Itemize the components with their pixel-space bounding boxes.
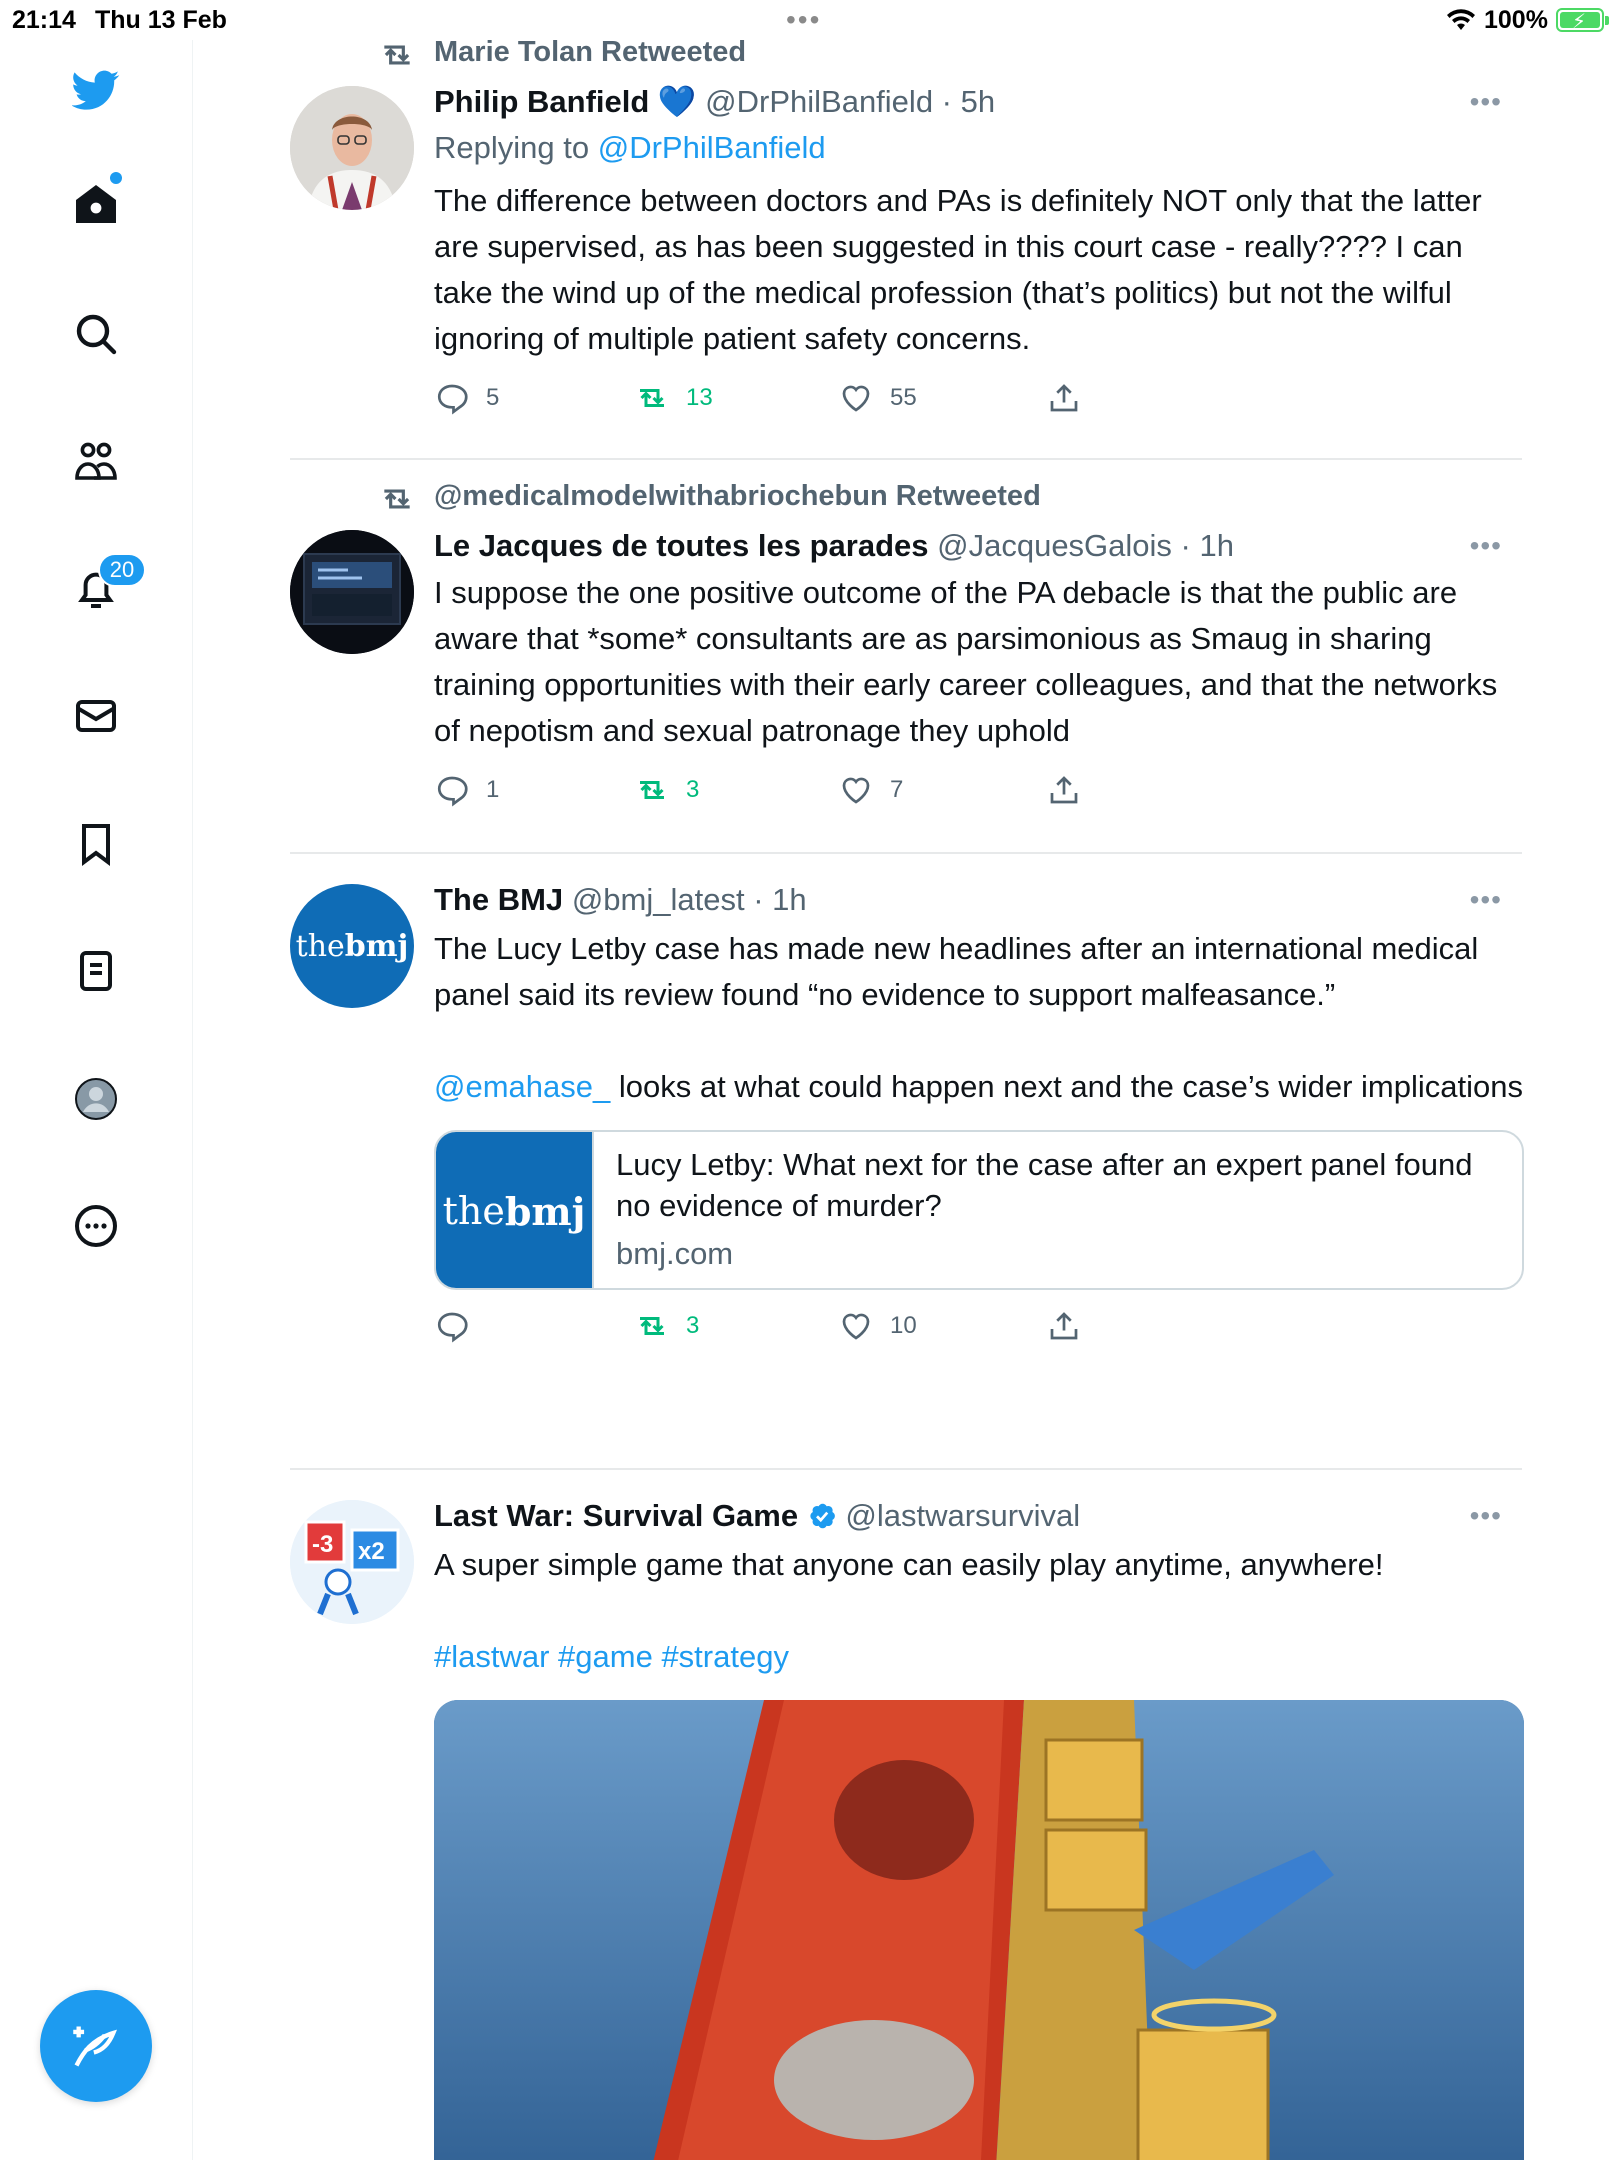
card-thumbnail <box>436 1132 594 1290</box>
tweet-text: I suppose the one positive outcome of the PA debacle is that the public are aware that *some* consultants are as parsimonious as Smaug in sharing training opportunities with their early career colleagues, and that the networks of nepotism and sexual patronage they uphold <box>434 575 1506 748</box>
battery-percent: 100% <box>1484 6 1548 34</box>
tweet-text: A super simple game that anyone can easily play anytime, anywhere! <box>434 1547 1384 1582</box>
retweet-count: 3 <box>686 1312 700 1339</box>
multitasking-dots-icon[interactable]: ••• <box>786 4 822 35</box>
reply-count: 5 <box>486 384 500 411</box>
retweet-icon <box>634 1308 670 1344</box>
bmj-logo-light: the <box>295 928 345 964</box>
tweet[interactable] <box>290 1470 1522 2160</box>
communities-icon <box>72 438 120 486</box>
avatar-badge-minus: -3 <box>312 1531 334 1558</box>
avatar[interactable] <box>290 86 414 210</box>
tweet-text: The difference between doctors and PAs is definitely NOT only that the latter are supervised, as has been suggested in this court case - really???? I can take the wind up of the medical profession (that’s politics) but not the wilful ignoring of multiple patient safety concerns. <box>434 183 1491 356</box>
retweet-context-text: Marie Tolan Retweeted <box>434 36 747 68</box>
tweet-actions <box>434 772 1524 832</box>
share-icon <box>1046 380 1082 416</box>
twitter-logo-icon[interactable] <box>52 46 140 134</box>
reply-button[interactable] <box>434 772 499 808</box>
tweet[interactable] <box>290 854 1522 1468</box>
retweet-icon <box>634 380 670 416</box>
sidebar-nav <box>0 40 193 2160</box>
like-button[interactable] <box>838 1308 917 1344</box>
retweet-button[interactable] <box>634 380 713 416</box>
reply-icon <box>434 772 470 808</box>
card-title: Lucy Letby: What next for the case after an expert panel found no evidence of murder? <box>616 1147 1473 1223</box>
user-handle[interactable]: @bmj_latest <box>571 882 745 917</box>
user-handle[interactable]: @JacquesGalois <box>937 528 1172 563</box>
share-button[interactable] <box>1046 772 1082 808</box>
person-photo <box>290 86 414 210</box>
retweet-icon <box>378 480 416 518</box>
share-button[interactable] <box>1046 380 1082 416</box>
profile-avatar-icon <box>72 1075 120 1123</box>
avatar[interactable] <box>290 1500 414 1624</box>
game-scene-image <box>434 1700 1524 2160</box>
tweet-actions <box>434 380 1524 440</box>
like-button[interactable] <box>838 380 917 416</box>
bmj-logo-light: the <box>442 1189 505 1233</box>
more-options-icon[interactable]: ••• <box>1469 530 1502 561</box>
avatar-screen-image <box>290 530 414 654</box>
sidebar-item-communities[interactable] <box>52 418 140 506</box>
retweet-count: 13 <box>686 384 713 411</box>
bmj-logo-bold: bmj <box>504 1188 586 1234</box>
bmj-logo-bold: bmj <box>344 928 409 964</box>
tweet-time[interactable]: 5h <box>960 84 996 119</box>
game-avatar-image <box>290 1500 414 1624</box>
retweet-count: 3 <box>686 776 700 803</box>
tweet-time[interactable]: 1h <box>1199 528 1234 563</box>
sidebar-item-bookmarks[interactable] <box>52 800 140 888</box>
dot-separator: · <box>1171 528 1200 563</box>
avatar[interactable] <box>290 530 414 654</box>
tweet-actions <box>434 1308 1524 1368</box>
status-time: 21:14 <box>12 6 76 34</box>
retweet-icon <box>634 772 670 808</box>
retweet-context <box>290 30 1522 80</box>
avatar-badge-times: x2 <box>358 1538 385 1565</box>
more-options-icon[interactable]: ••• <box>1469 1500 1502 1531</box>
display-name[interactable]: Last War: Survival Game <box>434 1498 799 1533</box>
like-count: 55 <box>890 384 917 411</box>
compose-feather-icon <box>70 2020 122 2072</box>
sidebar-item-lists[interactable] <box>52 927 140 1015</box>
replying-to-link[interactable]: @DrPhilBanfield <box>597 130 826 165</box>
reply-icon <box>434 1308 470 1344</box>
sidebar-item-more[interactable] <box>52 1182 140 1270</box>
share-button[interactable] <box>1046 1308 1082 1344</box>
status-date: Thu 13 Feb <box>95 6 227 34</box>
user-handle[interactable]: @lastwarsurvival <box>845 1498 1081 1533</box>
retweet-context <box>290 474 1522 524</box>
card-domain: bmj.com <box>616 1236 734 1271</box>
tweet-text-continued <box>434 1064 1524 1110</box>
more-options-icon[interactable]: ••• <box>1469 86 1502 117</box>
share-icon <box>1046 772 1082 808</box>
reply-button[interactable] <box>434 380 499 416</box>
heart-icon <box>838 772 874 808</box>
link-card[interactable] <box>434 1130 1524 1290</box>
wifi-icon <box>1446 8 1476 32</box>
retweet-button[interactable] <box>634 772 699 808</box>
bird-icon <box>72 66 120 114</box>
sidebar-item-messages[interactable] <box>52 672 140 760</box>
sidebar-item-profile[interactable] <box>52 1055 140 1143</box>
retweet-icon <box>378 36 416 74</box>
tweet-text-part2: looks at what could happen next and the case’s wider implications <box>610 1069 1523 1104</box>
battery-icon: ⚡ <box>1556 8 1604 32</box>
mention-link[interactable]: @emahase_ <box>434 1069 611 1104</box>
sidebar-item-explore[interactable] <box>52 290 140 378</box>
tweet[interactable] <box>290 460 1522 852</box>
notification-badge: 20 <box>98 553 146 587</box>
sidebar-item-home[interactable] <box>52 160 140 248</box>
reply-button[interactable] <box>434 1308 486 1344</box>
like-count: 7 <box>890 776 904 803</box>
display-name[interactable]: The BMJ <box>434 882 564 917</box>
tweet-text: The Lucy Letby case has made new headlines after an international medical panel said its review found “no evidence to support malfeasance.” <box>434 931 1487 1012</box>
dot-separator: · <box>933 84 961 119</box>
more-circle-icon <box>72 1202 120 1250</box>
tweet-header <box>434 1494 1524 1538</box>
tweet[interactable] <box>290 30 1522 458</box>
more-options-icon[interactable]: ••• <box>1469 884 1502 915</box>
dot-separator: · <box>744 882 773 917</box>
hashtags[interactable]: #lastwar #game #strategy <box>434 1639 789 1674</box>
tweet-header <box>434 878 1524 922</box>
like-count: 10 <box>890 1312 917 1339</box>
user-handle[interactable]: @DrPhilBanfield <box>705 84 934 119</box>
reply-icon <box>434 380 470 416</box>
replying-to <box>434 124 1524 172</box>
sidebar-item-notifications[interactable] <box>52 545 140 633</box>
timeline <box>290 30 1522 2160</box>
promoted-video[interactable] <box>434 1700 1524 2160</box>
tweet-time[interactable]: 1h <box>772 882 807 917</box>
search-icon <box>72 310 120 358</box>
display-name[interactable]: Philip Banfield <box>434 84 650 119</box>
heart-icon <box>838 1308 874 1344</box>
retweet-context-text: @medicalmodelwithabriochebun Retweeted <box>434 480 1041 512</box>
retweet-button[interactable] <box>634 1308 699 1344</box>
unread-dot <box>110 172 122 184</box>
like-button[interactable] <box>838 772 903 808</box>
tweet-header <box>434 80 1524 124</box>
mail-icon <box>72 692 120 740</box>
heart-icon <box>838 380 874 416</box>
replying-prefix: Replying to <box>434 130 598 165</box>
tweet-header <box>434 524 1524 568</box>
heart-emoji: 💙 <box>657 84 697 119</box>
lists-icon <box>72 947 120 995</box>
avatar[interactable] <box>290 884 414 1008</box>
bookmark-icon <box>72 820 120 868</box>
reply-count: 1 <box>486 776 500 803</box>
share-icon <box>1046 1308 1082 1344</box>
verified-badge-icon <box>807 1501 837 1531</box>
compose-tweet-button[interactable] <box>40 1990 152 2102</box>
home-icon <box>72 180 120 228</box>
display-name[interactable]: Le Jacques de toutes les parades <box>434 528 929 563</box>
